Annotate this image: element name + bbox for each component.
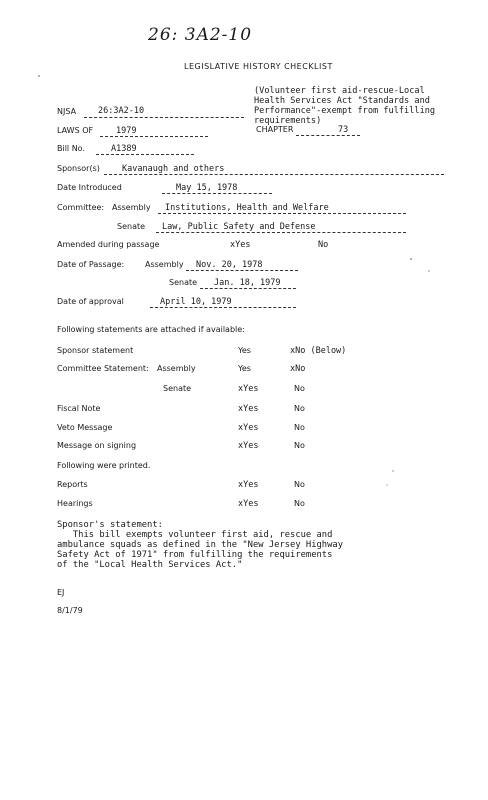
sponsor-statement-body: This bill exempts volunteer first aid, rescue and ambulance squads as defined in the "New Jersey Highway Safety Act of 1971" from fulfilling the requirements of the "Local Health Services Act." [57,530,343,570]
scan-speck [392,470,394,472]
statement-label-committee: Committee Statement: [57,364,149,373]
printed-yes-reports: xYes [238,480,259,490]
printed-yes-hearings: xYes [238,499,259,509]
date-introduced-value: May 15, 1978 [176,183,238,193]
statement-no-senate: No [294,384,305,393]
act-title: (Volunteer first aid-rescue-Local Health Services Act "Standards and Performance"-exempt from fulfilling requirements) [254,86,436,126]
senate-committee-value: Law, Public Safety and Defense [162,222,316,232]
scan-speck [386,484,388,486]
printed-label-reports: Reports [57,480,88,489]
bill-no-line [96,154,194,155]
committee-assembly-label: Assembly [112,203,151,212]
statement-no-veto: No [294,423,305,432]
statement-label-sponsor: Sponsor statement [57,346,134,355]
committee-senate-label: Senate [117,222,146,231]
passage-senate-line [200,288,296,289]
passage-senate-value: Jan. 18, 1979 [214,278,281,288]
scan-speck [410,258,412,260]
printed-no-reports: No [294,480,305,489]
statement-yes-assembly: Yes [238,364,251,373]
statement-label-signing: Message on signing [57,441,137,450]
statement-sub-assembly: Assembly [157,364,196,373]
sponsor-line [104,174,444,175]
passage-assembly-line [186,270,298,271]
printed-no-hearings: No [294,499,305,508]
scan-speck [428,270,430,272]
assembly-committee-line [158,213,406,214]
committee-label: Committee: [57,203,105,212]
bill-no-value: A1389 [111,144,137,154]
statement-label-veto: Veto Message [57,423,113,432]
statement-yes-senate: xYes [238,384,259,394]
printed-heading: Following were printed. [57,461,151,470]
approval-line [150,307,296,308]
passage-assembly-value: Nov. 20, 1978 [196,260,263,270]
date-introduced-label: Date Introduced [57,183,122,192]
approval-value: April 10, 1979 [160,297,232,307]
passage-label: Date of Passage: [57,260,125,269]
laws-of-line [100,136,208,137]
amended-label: Amended during passage [57,240,160,249]
statement-yes-veto: xYes [238,423,259,433]
amended-no: No [318,240,329,250]
initials: EJ [57,588,65,597]
printed-label-hearings: Hearings [57,499,93,508]
chapter-value: 73 [338,125,349,135]
sponsor-value: Kavanaugh and others [122,164,225,174]
attached-heading: Following statements are attached if available: [57,325,245,334]
statement-sub-senate: Senate [163,384,192,393]
bill-no-label: Bill No. [57,144,85,153]
sponsor-statement-heading: Sponsor's statement: [57,520,163,530]
statement-label-fiscal: Fiscal Note [57,404,101,413]
approval-label: Date of approval [57,297,124,306]
sponsor-label: Sponsor(s) [57,164,100,173]
page-title: LEGISLATIVE HISTORY CHECKLIST [184,62,333,71]
statement-yes-sponsor: Yes [238,346,251,355]
statement-no-signing: No [294,441,305,450]
scan-speck [38,75,40,77]
amended-yes: xYes [230,240,251,250]
handwritten-file-number: 26: 3A2-10 [148,25,253,45]
statement-no-sponsor: xNo (Below) [290,346,347,356]
senate-committee-line [156,232,406,233]
statement-yes-fiscal: xYes [238,404,259,414]
chapter-label: CHAPTER [256,125,294,134]
njsa-value: 26:3A2-10 [98,106,145,116]
statement-no-assembly: xNo [290,364,306,374]
statement-yes-signing: xYes [238,441,259,451]
date-introduced-line [162,193,272,194]
statement-no-fiscal: No [294,404,305,413]
njsa-label: NJSA [57,107,77,116]
passage-senate-label: Senate [169,278,198,287]
laws-of-value: 1979 [116,126,137,136]
assembly-committee-value: Institutions, Health and Welfare [165,203,329,213]
laws-of-label: LAWS OF [57,126,94,135]
passage-assembly-label: Assembly [145,260,184,269]
footer-date: 8/1/79 [57,606,83,615]
njsa-line [84,117,244,118]
chapter-line [296,135,360,136]
